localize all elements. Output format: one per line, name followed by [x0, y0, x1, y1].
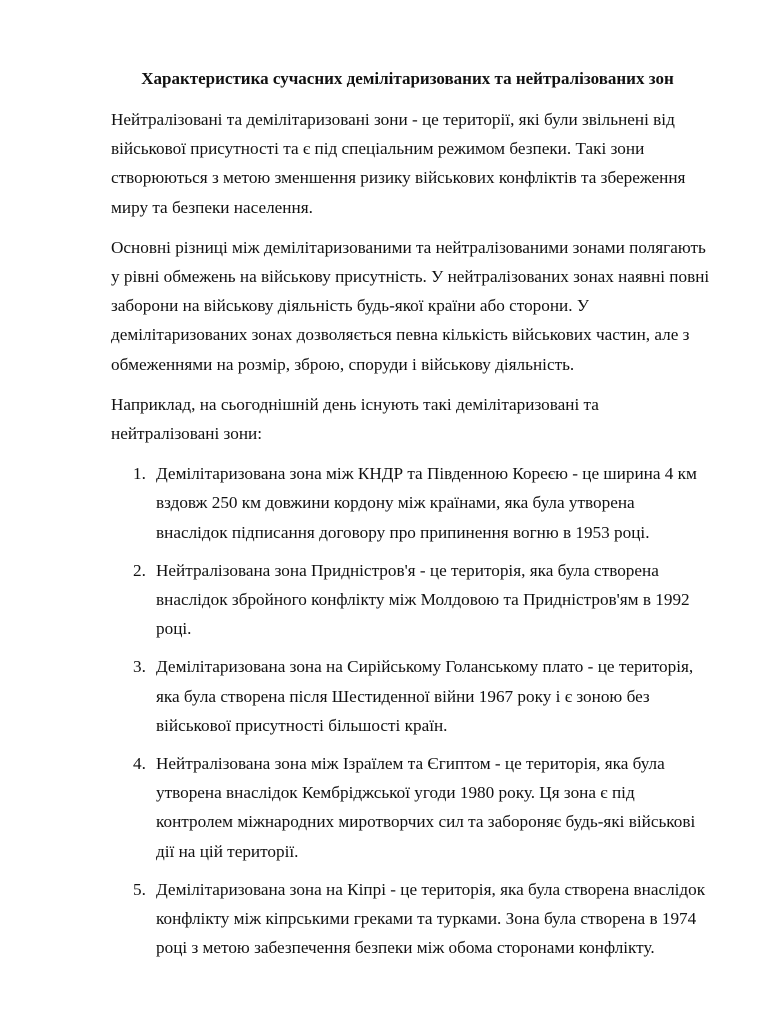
- paragraph-examples-lead: Наприклад, на сьогоднішній день існують такі демілітаризовані та нейтралізовані зони:: [111, 394, 599, 444]
- list-item-number: 2.: [133, 560, 146, 580]
- list-item-number: 4.: [133, 754, 146, 774]
- list-item-number: 5.: [133, 879, 146, 899]
- list-item-text: Нейтралізована зона Придністров'я - це територія, яка була створена внаслідок збройного конфлікту між Молдовою та Придністров'ям в 1992 році.: [156, 560, 690, 639]
- document-title: Характеристика сучасних демілітаризованих та нейтралізованих зон: [141, 69, 674, 88]
- list-item: [111, 749, 710, 866]
- zones-list: [111, 459, 710, 962]
- list-item: [111, 459, 710, 547]
- list-item-text: Демілітаризована зона на Кіпрі - це територія, яка була створена внаслідок конфлікту між кіпрськими греками та турками. Зона була створена в 1974 році з метою забезпечення безпеки між обома сторонами конфлікту.: [156, 879, 706, 958]
- list-item-text: Демілітаризована зона між КНДР та Південною Кореєю - це ширина 4 км вздовж 250 км довжини кордону між країнами, яка була утворена внаслідок підписання договору про припинення вогню в 1953 році.: [156, 464, 697, 542]
- list-item-number: 3.: [133, 657, 146, 677]
- list-item: [111, 875, 710, 963]
- list-item-text: Демілітаризована зона на Сирійському Голанському плато - це територія, яка була створена після Шестиденної війни 1967 року і є зоною без військової присутності більшості країн.: [156, 657, 694, 735]
- list-item: [111, 556, 710, 644]
- list-item: [111, 652, 710, 740]
- paragraph-intro: Нейтралізовані та демілітаризовані зони - це території, які були звільнені від військової присутності та є під спеціальним режимом безпеки. Такі зони створюються з метою зменшення ризику військових конфліктів та збереження миру та безпеки населення.: [111, 110, 686, 217]
- paragraph-differences: Основні різниці між демілітаризованими та нейтралізованими зонами полягають у рівні обмежень на військову присутність. У нейтралізованих зонах наявні повні заборони на військову діяльність будь-якої країни або сторони. У демілітаризованих зонах дозволяється певна кількість військових частин, але з обмеженнями на розмір, зброю, споруди і військову діяльність.: [111, 237, 710, 374]
- list-item-number: 1.: [133, 464, 146, 484]
- list-item-text: Нейтралізована зона між Ізраїлем та Єгиптом - це територія, яка була утворена внаслідок Кембріджської угоди 1980 року. Ця зона є під контролем міжнародних миротворчих сил та забороняє будь-які військові дії на цій території.: [156, 754, 696, 861]
